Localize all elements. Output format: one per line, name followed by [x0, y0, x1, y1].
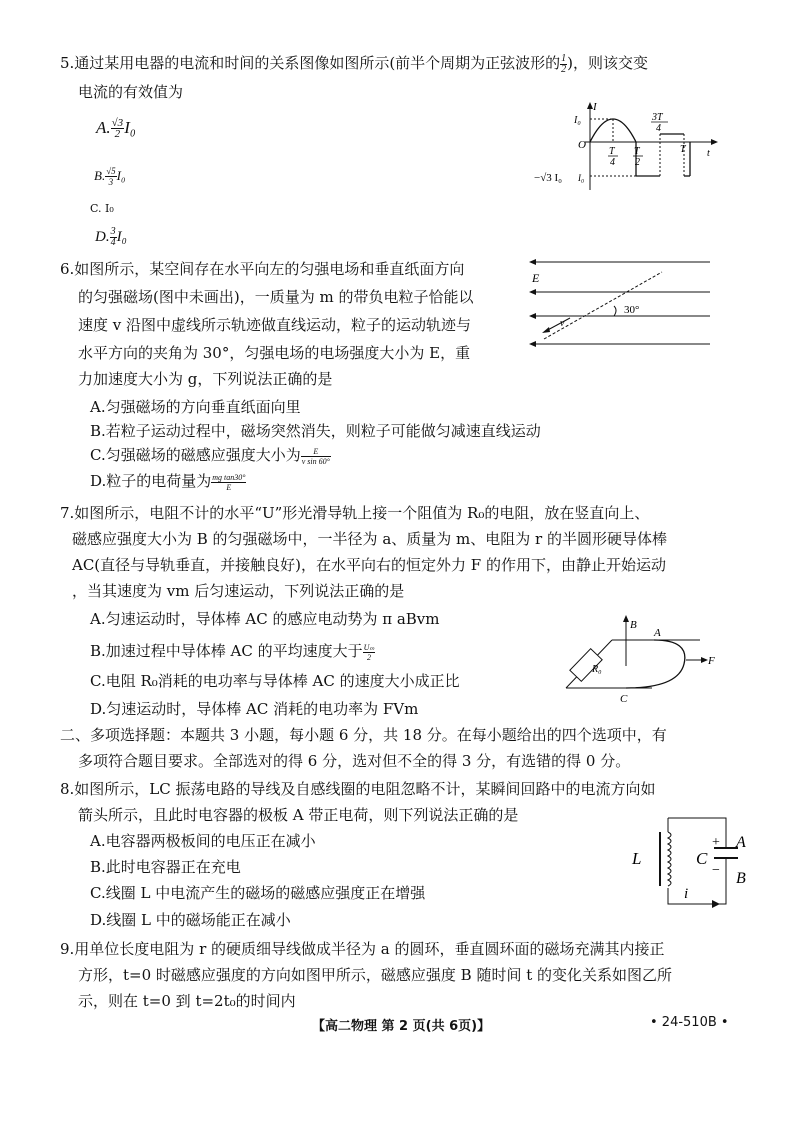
q9-stem-line3: 示，则在 t=0 到 t=2t₀的时间内	[78, 992, 296, 1010]
q8-label-minus: −	[712, 863, 720, 878]
q8-stem-line2: 箭头所示，且此时电容器的极板 A 带正电荷，则下列说法正确的是	[78, 806, 519, 824]
q5-sine-arc	[590, 119, 636, 142]
q5-option-c[interactable]: C. I₀	[90, 202, 114, 215]
q5-label-t-period: T	[680, 144, 686, 155]
q5-label-i0b: I₀	[578, 173, 585, 183]
q7-stem-line4: ，当其速度为 vm 后匀速运动，下列说法正确的是	[72, 582, 405, 600]
q7-stem-line1: 7.如图所示，电阻不计的水平“U”形光滑导轨上接一个阻值为 R₀的电阻，放在竖直向上、	[60, 504, 650, 522]
q7-option-b[interactable]: B.加速过程中导体棒 AC 的平均速度大于 $\frac{\text{Uₘ}}{2}$	[90, 642, 375, 662]
q7-stem-line3: AC(直径与导轨垂直，并接触良好)，在水平向右的恒定外力 F 的作用下，由静止开始运动	[72, 556, 666, 574]
q5-stem-line2: 电流的有效值为	[78, 83, 184, 101]
q6-arrow-icon	[529, 313, 536, 319]
q8-option-b[interactable]: B.此时电容器正在充电	[90, 858, 241, 876]
q6-stem-line3: 速度 v 沿图中虚线所示轨迹做直线运动，粒子的运动轨迹与	[78, 316, 472, 334]
q5-option-a[interactable]: A. $\frac{√3}{2}$ I₀	[96, 117, 136, 140]
q8-label-l: L	[632, 849, 642, 868]
q8-option-a[interactable]: A.电容器两极板间的电压正在减小	[90, 832, 316, 850]
q5-label-i: I	[593, 101, 597, 113]
q8-label-c: C	[696, 849, 708, 868]
q7-stem-line2: 磁感应强度大小为 B 的匀强磁场中，一半径为 a、质量为 m、电阻为 r 的半圆形硬导体棒	[72, 530, 667, 548]
section2-line2: 多项符合题目要求。全部选对的得 6 分，选对但不全的得 3 分，有选错的得 0 分。	[78, 752, 631, 770]
q5-label-neg: −√3 I₀	[534, 172, 562, 184]
q7-option-d[interactable]: D.匀速运动时，导体棒 AC 消耗的电功率为 FVm	[90, 700, 419, 718]
q6-label-e: E	[532, 271, 540, 285]
q5-half-fraction: $\frac{1}{2}$	[561, 52, 567, 75]
q5-label-i0: I₀	[574, 115, 581, 126]
q8-option-c[interactable]: C.线圈 L 中电流产生的磁场的磁感应强度正在增强	[90, 884, 426, 902]
section2-line1: 二、多项选择题：本题共 3 小题，每小题 6 分，共 18 分。在每小题给出的四个选项中，有	[60, 726, 667, 744]
q6-field-diagram	[528, 252, 714, 352]
q6-arrow-icon	[529, 341, 536, 347]
q6-option-a[interactable]: A.匀强磁场的方向垂直纸面向里	[90, 398, 301, 416]
page-footer: 【高二物理 第 2 页(共 6页)】	[312, 1019, 491, 1034]
q5-label-t-axis: t	[707, 148, 710, 159]
q5-x-arrow-icon	[711, 139, 718, 145]
q6-label-angle: 30°	[624, 304, 640, 316]
q5-label-3t4-d: 4	[656, 123, 661, 134]
q5-label-t2-d: 2	[635, 157, 640, 168]
q7-label-f: F	[708, 655, 715, 667]
q6-stem-line4: 水平方向的夹角为 30°，匀强电场的电场强度大小为 E，重	[78, 344, 471, 362]
q5-label-t4-n: T	[609, 146, 615, 157]
q5-label-origin: O	[578, 139, 586, 151]
q8-label-i: i	[684, 886, 689, 902]
q7-rail-diagram	[550, 612, 730, 712]
q6-arrow-icon	[529, 289, 536, 295]
q6-angle-arc	[614, 306, 616, 316]
q8-label-plus: +	[712, 835, 720, 850]
q9-stem-line2: 方形，t=0 时磁感应强度的方向如图甲所示，磁感应强度 B 随时间 t 的变化关系如图乙所	[78, 966, 673, 984]
q7-option-a[interactable]: A.匀速运动时，导体棒 AC 的感应电动势为 π aBvm	[90, 610, 440, 628]
q6-option-b[interactable]: B.若粒子运动过程中，磁场突然消失，则粒子可能做匀减速直线运动	[90, 422, 541, 440]
q5-option-b[interactable]: B. $\frac{√5}{3}$ I₀	[94, 166, 126, 187]
q7-label-c: C	[620, 693, 628, 705]
q6-option-d[interactable]: D.粒子的电荷量为 $\frac{\text{mg tan30°}}{E}$	[90, 472, 246, 492]
q9-stem-line1: 9.用单位长度电阻为 r 的硬质细导线做成半径为 a 的圆环，垂直圆环面的磁场充满其内接正	[60, 940, 665, 958]
q7-option-c[interactable]: C.电阻 R₀消耗的电功率与导体棒 AC 的速度大小成正比	[90, 672, 460, 690]
q7-semicircle-rod	[626, 640, 685, 688]
q7-label-b: B	[630, 619, 637, 631]
q6-option-c[interactable]: C.匀强磁场的磁感应强度大小为 $\frac{E}{\text{v sin 60°}}$	[90, 446, 330, 466]
q5-option-d[interactable]: D. $\frac{3}{4}$ I₀	[95, 225, 127, 248]
q5-label-t4-d: 4	[610, 157, 615, 168]
q6-stem-line1: 6.如图所示，某空间存在水平向左的匀强电场和垂直纸面方向	[60, 260, 465, 278]
q6-arrow-icon	[529, 259, 536, 265]
q5-stem-line1: 5.通过某用电器的电流和时间的关系图像如图所示(前半个周期为正弦波形的 $\frac{1}{2}$ )，则该交变	[60, 52, 649, 75]
q7-label-r0: R₀	[592, 664, 602, 675]
q7-b-arrow-icon	[623, 615, 629, 622]
q8-stem-line1: 8.如图所示，LC 振荡电路的导线及自感线圈的电阻忽略不计，某瞬间回路中的电流方向如	[60, 780, 656, 798]
q8-lc-circuit	[626, 812, 756, 912]
q6-velocity-arrow-icon	[542, 327, 550, 333]
q5-current-time-graph	[530, 100, 720, 192]
q8-label-a: A	[736, 834, 746, 851]
q5-label-3t4-n: 3T	[652, 112, 663, 123]
q7-label-a: A	[654, 627, 661, 639]
q7-force-arrow-icon	[701, 657, 708, 663]
q6-stem-line2: 的匀强磁场(图中未画出)，一质量为 m 的带负电粒子恰能以	[78, 288, 474, 306]
q6-stem-line5: 力加速度大小为 g，下列说法正确的是	[78, 370, 333, 388]
q6-label-v: v	[560, 318, 565, 329]
q8-option-d[interactable]: D.线圈 L 中的磁场能正在减小	[90, 911, 291, 929]
q8-label-b: B	[736, 870, 746, 887]
q8-current-arrow-icon	[712, 900, 720, 908]
exam-code: • 24-510B •	[650, 1015, 729, 1030]
q5-label-t2-n: T	[634, 146, 640, 157]
